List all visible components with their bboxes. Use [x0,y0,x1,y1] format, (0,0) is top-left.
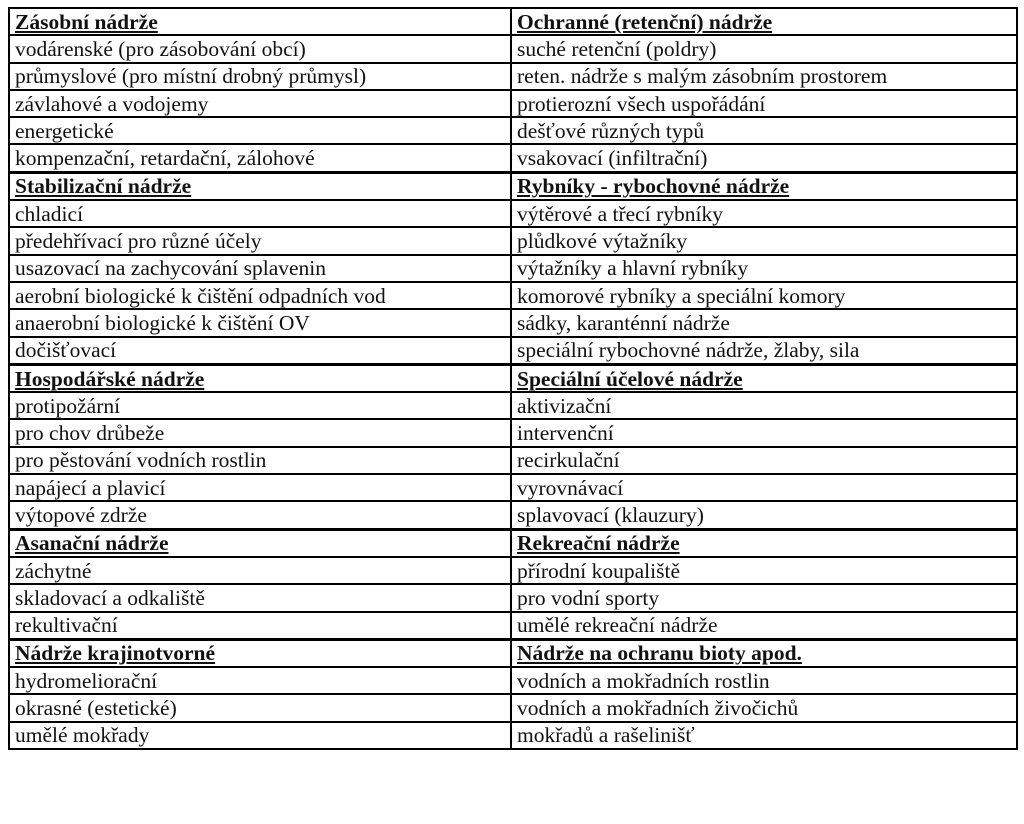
cell-right: recirkulační [511,447,1017,474]
cell-left: předehřívací pro různé účely [9,227,511,254]
group-header-row [9,364,1017,392]
cell-left: anaerobní biologické k čištění OV [9,309,511,336]
group-header-row [9,639,1017,667]
cell-right: vodních a mokřadních živočichů [511,694,1017,721]
cell-right: vyrovnávací [511,474,1017,501]
cell-left: rekultivační [9,612,511,640]
cell-left: protipožární [9,392,511,419]
group-header-row [9,8,1017,35]
cell-left: vodárenské (pro zásobování obcí) [9,35,511,62]
cell-right: aktivizační [511,392,1017,419]
table-row [9,667,1017,694]
table-row [9,722,1017,749]
cell-right: vodních a mokřadních rostlin [511,667,1017,694]
cell-left: pro chov drůbeže [9,419,511,446]
cell-right: suché retenční (poldry) [511,35,1017,62]
group-title-left: Nádrže krajinotvorné [9,639,511,667]
table-row [9,392,1017,419]
group-header-row [9,529,1017,557]
cell-left: napájecí a plavicí [9,474,511,501]
table-row [9,309,1017,336]
table-row [9,447,1017,474]
table-row [9,501,1017,529]
cell-right: reten. nádrže s malým zásobním prostorem [511,63,1017,90]
cell-right: dešťové různých typů [511,117,1017,144]
table-row [9,90,1017,117]
table-row [9,282,1017,309]
cell-left: dočišťovací [9,337,511,365]
cell-right: komorové rybníky a speciální komory [511,282,1017,309]
table-row [9,35,1017,62]
cell-left: okrasné (estetické) [9,694,511,721]
cell-left: záchytné [9,557,511,584]
cell-right: umělé rekreační nádrže [511,612,1017,640]
table-row [9,557,1017,584]
cell-right: výtěrové a třecí rybníky [511,200,1017,227]
table-row [9,584,1017,611]
cell-left: aerobní biologické k čištění odpadních vod [9,282,511,309]
cell-right: speciální rybochovné nádrže, žlaby, sila [511,337,1017,365]
table-row [9,612,1017,640]
cell-left: umělé mokřady [9,722,511,749]
cell-left: průmyslové (pro místní drobný průmysl) [9,63,511,90]
cell-left: skladovací a odkaliště [9,584,511,611]
cell-right: splavovací (klauzury) [511,501,1017,529]
cell-left: pro pěstování vodních rostlin [9,447,511,474]
group-title-right: Ochranné (retenční) nádrže [511,8,1017,35]
cell-right: sádky, karanténní nádrže [511,309,1017,336]
group-title-left: Stabilizační nádrže [9,172,511,200]
cell-right: protierozní všech uspořádání [511,90,1017,117]
reservoir-classification-table [8,7,1018,750]
group-header-row [9,172,1017,200]
table-row [9,117,1017,144]
group-title-right: Rekreační nádrže [511,529,1017,557]
cell-left: hydromeliorační [9,667,511,694]
table-body [9,8,1017,749]
table-row [9,337,1017,365]
group-title-left: Hospodářské nádrže [9,364,511,392]
group-title-right: Nádrže na ochranu bioty apod. [511,639,1017,667]
cell-left: závlahové a vodojemy [9,90,511,117]
cell-right: pro vodní sporty [511,584,1017,611]
table-row [9,200,1017,227]
cell-right: mokřadů a rašelinišť [511,722,1017,749]
group-title-left: Zásobní nádrže [9,8,511,35]
cell-left: kompenzační, retardační, zálohové [9,144,511,172]
cell-right: přírodní koupaliště [511,557,1017,584]
group-title-right: Rybníky - rybochovné nádrže [511,172,1017,200]
cell-right: intervenční [511,419,1017,446]
cell-left: chladicí [9,200,511,227]
group-title-left: Asanační nádrže [9,529,511,557]
table-row [9,63,1017,90]
table-row [9,694,1017,721]
cell-left: usazovací na zachycování splavenin [9,255,511,282]
table-row [9,419,1017,446]
reservoir-classification-table-container [8,7,1018,750]
cell-left: výtopové zdrže [9,501,511,529]
table-row [9,255,1017,282]
cell-left: energetické [9,117,511,144]
cell-right: vsakovací (infiltrační) [511,144,1017,172]
cell-right: výtažníky a hlavní rybníky [511,255,1017,282]
group-title-right: Speciální účelové nádrže [511,364,1017,392]
table-row [9,474,1017,501]
table-row [9,227,1017,254]
cell-right: plůdkové výtažníky [511,227,1017,254]
table-row [9,144,1017,172]
